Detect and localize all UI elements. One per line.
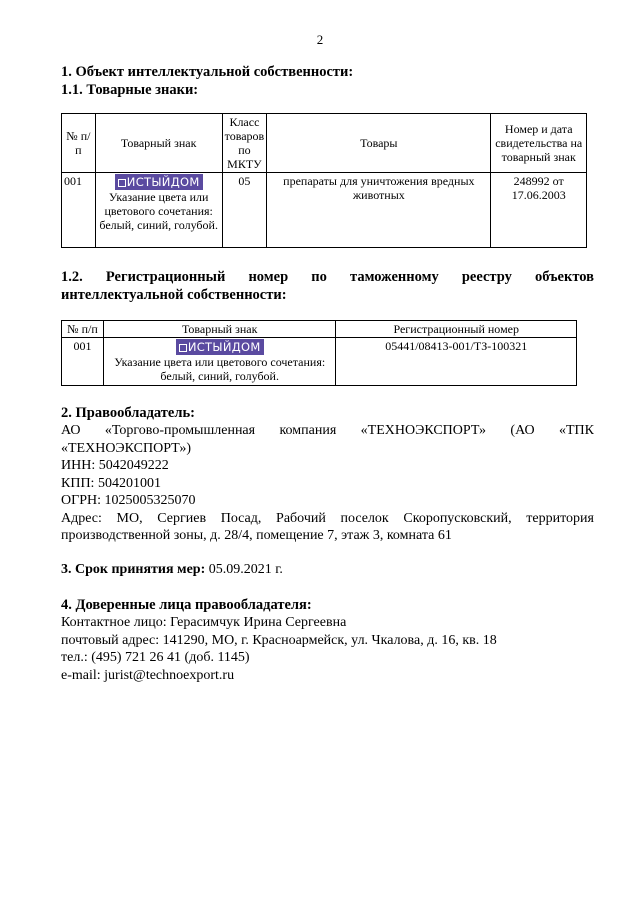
section-2	[61, 404, 594, 545]
table-header-row	[62, 114, 587, 173]
trademark-logo	[115, 174, 203, 190]
company-line1: АО «Торгово-промышленная компания «ТЕХНОЭКСПОРТ» (АО «ТПК	[61, 423, 594, 438]
logo-square-icon	[179, 344, 187, 352]
cell-reg-number: 05441/08413-001/ТЗ-100321	[336, 338, 577, 386]
phone: тел.: (495) 721 26 41 (доб. 1145)	[61, 650, 250, 665]
table-row	[62, 338, 577, 386]
col-header-goods: Товары	[267, 114, 491, 173]
color-note: Указание цвета или цветового сочетания: белый, синий, голубой.	[99, 190, 218, 232]
company-line2: «ТЕХНОЭКСПОРТ»)	[61, 440, 192, 456]
inn: ИНН: 5042049222	[61, 458, 169, 473]
address-line1: Адрес: МО, Сергиев Посад, Рабочий поселок Скоропусковский, территория	[61, 510, 594, 526]
contact-person: Контактное лицо: Герасимчук Ирина Сергеевна	[61, 615, 347, 630]
col-header-trademark: Товарный знак	[95, 114, 222, 173]
section-3	[61, 561, 594, 579]
cell-trademark	[103, 338, 336, 386]
logo-text: ИСТЫЙДОМ	[187, 340, 261, 354]
ogrn: ОГРН: 1025005325070	[61, 493, 196, 508]
kpp: КПП: 504201001	[61, 475, 161, 491]
section-1-2-heading-line1: 1.2. Регистрационный номер по таможенному реестру объектов	[61, 269, 594, 285]
section-4	[61, 596, 594, 684]
address-line2: производственной зоны, д. 28/4, помещение 7, этаж 3, комната 61	[61, 528, 452, 543]
section-2-heading: 2. Правообладатель:	[61, 405, 195, 421]
cell-certificate: 248992 от 17.06.2003	[491, 173, 587, 248]
logo-square-icon	[118, 179, 126, 187]
cell-goods: препараты для уничтожения вредных животных	[267, 173, 491, 248]
customs-register-table	[61, 320, 577, 386]
logo-text: ИСТЫЙДОМ	[126, 175, 200, 189]
section-1	[61, 63, 594, 99]
section-3-label: 3. Срок принятия мер:	[61, 562, 206, 577]
col-header-certificate: Номер и дата свидетельства на товарный знак	[491, 114, 587, 173]
section-4-heading: 4. Доверенные лица правообладателя:	[61, 597, 312, 613]
email: e-mail: jurist@technoexport.ru	[61, 667, 235, 683]
cell-num: 001	[62, 338, 104, 386]
color-note: Указание цвета или цветового сочетания: белый, синий, голубой.	[114, 355, 326, 383]
postal-address: почтовый адрес: 141290, МО, г. Красноармейск, ул. Чкалова, д. 16, кв. 18	[61, 632, 497, 648]
section-1-2	[61, 268, 594, 304]
table-row	[62, 173, 587, 248]
trademark-logo	[176, 339, 264, 355]
section-1-2-heading-line2: интеллектуальной собственности:	[61, 287, 287, 303]
col-header-reg-number: Регистрационный номер	[336, 321, 577, 338]
section-3-value: 05.09.2021 г.	[208, 562, 283, 577]
cell-class: 05	[222, 173, 267, 248]
col-header-num: № п/п	[62, 321, 104, 338]
section-1-heading: 1. Объект интеллектуальной собственности:	[61, 64, 354, 80]
cell-num: 001	[62, 173, 96, 248]
page-number: 2	[316, 32, 324, 47]
table-header-row	[62, 321, 577, 338]
col-header-num: № п/п	[62, 114, 96, 173]
cell-trademark	[95, 173, 222, 248]
section-1-1-heading: 1.1. Товарные знаки:	[61, 82, 199, 98]
col-header-trademark: Товарный знак	[103, 321, 336, 338]
col-header-class: Класс товаров по МКТУ	[222, 114, 267, 173]
trademarks-table	[61, 113, 587, 248]
